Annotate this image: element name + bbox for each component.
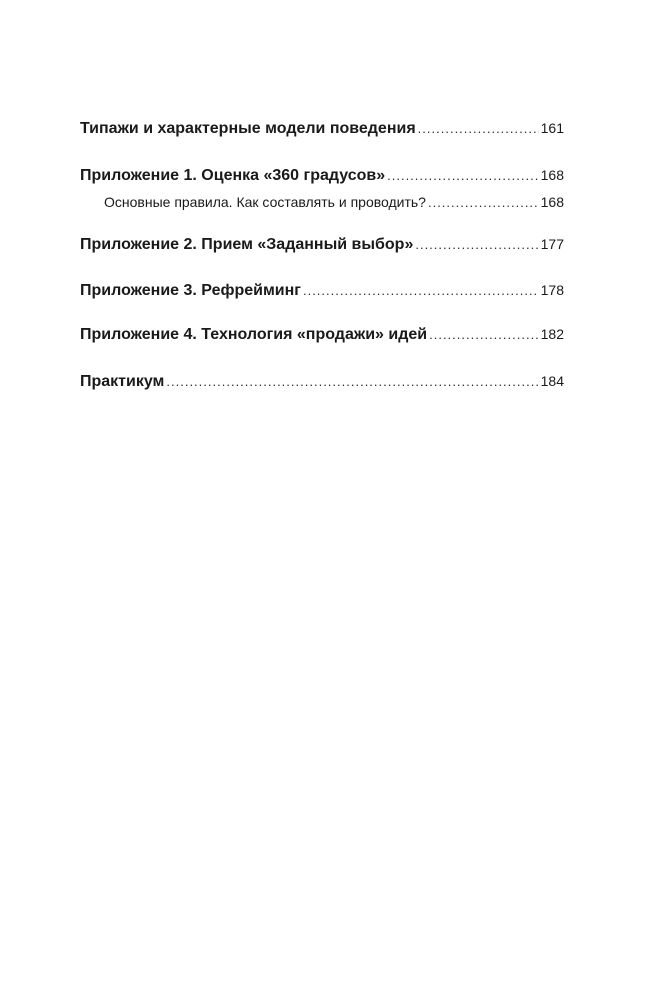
toc-entry-page: 177 bbox=[540, 236, 564, 252]
toc-entry-title: Приложение 2. Прием «Заданный выбор» bbox=[80, 236, 414, 253]
toc-entry-page: 182 bbox=[540, 326, 564, 342]
toc-subentry-page: 168 bbox=[540, 194, 564, 210]
toc-subentry-title: Основные правила. Как составлять и проводить? bbox=[104, 194, 426, 210]
toc-entry[interactable] bbox=[80, 373, 564, 391]
dot-leader bbox=[303, 283, 539, 298]
toc-entry-title: Приложение 4. Технология «продажи» идей bbox=[80, 326, 428, 343]
dot-leader bbox=[428, 195, 539, 210]
toc-entry-page: 168 bbox=[540, 167, 564, 183]
dot-leader bbox=[429, 327, 539, 342]
toc-entry[interactable] bbox=[80, 282, 564, 300]
toc-entry-page: 178 bbox=[540, 282, 564, 298]
toc-entry-title: Типажи и характерные модели поведения bbox=[80, 120, 416, 137]
dot-leader bbox=[418, 121, 539, 136]
toc-entry[interactable] bbox=[80, 326, 564, 344]
toc-entry[interactable] bbox=[80, 236, 564, 254]
toc-entry-title: Практикум bbox=[80, 373, 165, 390]
dot-leader bbox=[415, 237, 538, 252]
toc-entry-page: 161 bbox=[540, 120, 564, 136]
toc-entry-page: 184 bbox=[540, 373, 564, 389]
toc-entry-title: Приложение 3. Рефрейминг bbox=[80, 282, 301, 299]
toc-entry-title: Приложение 1. Оценка «360 градусов» bbox=[80, 167, 386, 184]
toc-entry[interactable] bbox=[80, 120, 564, 138]
toc-entry[interactable] bbox=[80, 167, 564, 185]
toc-subentry[interactable] bbox=[80, 194, 564, 210]
dot-leader bbox=[387, 168, 539, 183]
dot-leader bbox=[166, 374, 538, 389]
